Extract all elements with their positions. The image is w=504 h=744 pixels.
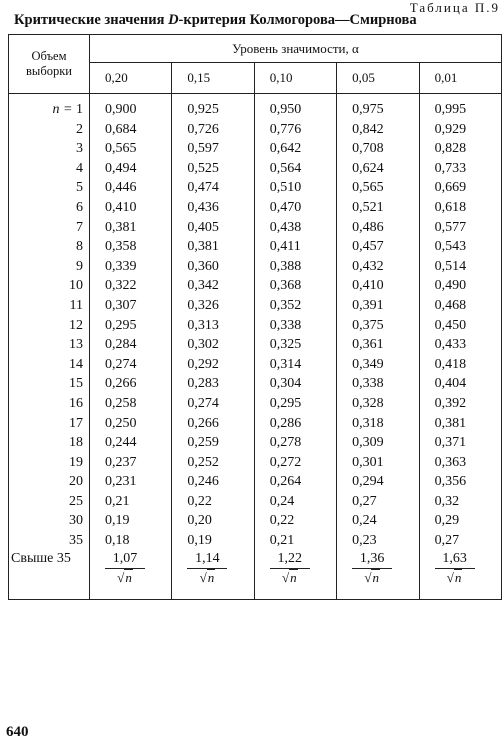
- sqrt-icon: √: [281, 569, 290, 585]
- sqrt-icon: √: [446, 569, 454, 585]
- table-row-over-35: [9, 551, 502, 600]
- asymptotic-value-cell: [254, 551, 336, 600]
- critical-value-cell: 0,24: [337, 511, 419, 531]
- critical-value-cell: 0,450: [419, 316, 501, 336]
- critical-value-cell: 0,274: [172, 394, 254, 414]
- critical-value-cell: 0,246: [172, 472, 254, 492]
- alpha-header: 0,20: [90, 63, 172, 94]
- critical-value-cell: 0,363: [419, 453, 501, 473]
- critical-value-cell: 0,318: [337, 414, 419, 434]
- critical-value-cell: 0,314: [254, 355, 336, 375]
- sample-size-value: 12: [69, 317, 83, 333]
- sample-size-value: 6: [76, 199, 83, 215]
- asymptotic-value-cell: [337, 551, 419, 600]
- critical-value-cell: 0,27: [419, 531, 501, 551]
- critical-value-cell: 0,18: [90, 531, 172, 551]
- critical-value-cell: 0,494: [90, 159, 172, 179]
- sample-size-value: 5: [76, 180, 83, 196]
- critical-value-cell: 0,304: [254, 374, 336, 394]
- page-number: 640: [6, 724, 29, 740]
- sample-size-cell: [9, 355, 90, 375]
- sample-size-value: 25: [69, 493, 83, 509]
- table-row: [9, 394, 502, 414]
- critical-value-cell: 0,21: [254, 531, 336, 551]
- critical-value-cell: 0,313: [172, 316, 254, 336]
- sample-size-cell: [9, 139, 90, 159]
- fraction-numerator: 1,36: [352, 551, 392, 569]
- critical-value-cell: 0,577: [419, 218, 501, 238]
- critical-value-cell: 0,486: [337, 218, 419, 238]
- critical-value-cell: 0,23: [337, 531, 419, 551]
- sample-size-value: 3: [76, 141, 83, 157]
- sample-size-value: 7: [76, 219, 83, 235]
- critical-value-cell: 0,231: [90, 472, 172, 492]
- fraction: [270, 551, 310, 586]
- table-row: [9, 296, 502, 316]
- critical-value-cell: 0,525: [172, 159, 254, 179]
- critical-value-cell: 0,295: [90, 316, 172, 336]
- critical-value-cell: 0,20: [172, 511, 254, 531]
- critical-value-cell: 0,237: [90, 453, 172, 473]
- caption-text-before: Критические значения: [14, 12, 169, 28]
- critical-value-cell: 0,302: [172, 335, 254, 355]
- table-row: [9, 159, 502, 179]
- table-row: [9, 178, 502, 198]
- sqrt-argument: n: [372, 569, 379, 585]
- critical-value-cell: 0,410: [337, 276, 419, 296]
- critical-value-cell: 0,726: [172, 120, 254, 140]
- sample-size-value: 35: [69, 533, 83, 549]
- critical-value-cell: 0,433: [419, 335, 501, 355]
- critical-value-cell: 0,975: [337, 94, 419, 120]
- sample-size-cell: [9, 94, 90, 120]
- critical-value-cell: 0,24: [254, 492, 336, 512]
- critical-value-cell: 0,391: [337, 296, 419, 316]
- critical-value-cell: 0,438: [254, 218, 336, 238]
- critical-value-cell: 0,266: [90, 374, 172, 394]
- sample-size-cell: [9, 531, 90, 551]
- sample-size-cell: [9, 335, 90, 355]
- critical-value-cell: 0,446: [90, 178, 172, 198]
- table-row: [9, 237, 502, 257]
- critical-value-cell: 0,283: [172, 374, 254, 394]
- critical-value-cell: 0,274: [90, 355, 172, 375]
- table-row: [9, 355, 502, 375]
- critical-value-cell: 0,292: [172, 355, 254, 375]
- critical-value-cell: 0,339: [90, 257, 172, 277]
- sample-size-value: 10: [69, 278, 83, 294]
- sample-size-header: [9, 35, 90, 94]
- critical-value-cell: 0,405: [172, 218, 254, 238]
- critical-value-cell: 0,521: [337, 198, 419, 218]
- asymptotic-value-cell: [90, 551, 172, 600]
- n-prefix: n =: [52, 102, 76, 117]
- sample-size-value: 1: [76, 102, 83, 117]
- table-caption: [14, 12, 417, 29]
- critical-value-cell: 0,708: [337, 139, 419, 159]
- critical-value-cell: 0,490: [419, 276, 501, 296]
- sqrt-argument: n: [207, 569, 215, 585]
- sample-size-cell: [9, 453, 90, 473]
- critical-value-cell: 0,381: [419, 414, 501, 434]
- fraction-denominator: [105, 569, 145, 586]
- sample-size-cell: [9, 237, 90, 257]
- sample-size-value: 14: [69, 356, 83, 372]
- table-row: [9, 374, 502, 394]
- critical-value-cell: 0,360: [172, 257, 254, 277]
- alpha-header: 0,01: [419, 63, 501, 94]
- fraction-denominator: [435, 569, 475, 586]
- critical-value-cell: 0,470: [254, 198, 336, 218]
- sample-size-value: 4: [76, 160, 83, 176]
- fraction: [187, 551, 227, 586]
- caption-text-after: -критерия Колмогорова—Смирнова: [178, 12, 417, 28]
- table-row: [9, 218, 502, 238]
- critical-value-cell: 0,352: [254, 296, 336, 316]
- sample-size-cell: [9, 492, 90, 512]
- critical-value-cell: 0,19: [90, 511, 172, 531]
- sqrt-icon: √: [199, 569, 207, 585]
- fraction: [105, 551, 145, 586]
- table-row: [9, 531, 502, 551]
- table-row: [9, 472, 502, 492]
- critical-value-cell: 0,361: [337, 335, 419, 355]
- critical-value-cell: 0,322: [90, 276, 172, 296]
- fraction: [435, 551, 475, 586]
- critical-value-cell: 0,27: [337, 492, 419, 512]
- sample-size-value: 18: [69, 435, 83, 451]
- table-row: [9, 120, 502, 140]
- over-35-label: Свыше 35: [9, 551, 90, 600]
- significance-level-header: Уровень значимости, α: [90, 35, 502, 63]
- critical-value-cell: 0,258: [90, 394, 172, 414]
- table-number-label: Таблица П.9: [409, 0, 500, 15]
- critical-value-cell: 0,19: [172, 531, 254, 551]
- table-row: [9, 316, 502, 336]
- sqrt-argument: n: [454, 569, 462, 585]
- critical-value-cell: 0,284: [90, 335, 172, 355]
- critical-value-cell: 0,278: [254, 433, 336, 453]
- critical-value-cell: 0,842: [337, 120, 419, 140]
- critical-value-cell: 0,565: [90, 139, 172, 159]
- critical-value-cell: 0,597: [172, 139, 254, 159]
- critical-value-cell: 0,326: [172, 296, 254, 316]
- critical-value-cell: 0,338: [337, 374, 419, 394]
- table-row: [9, 139, 502, 159]
- sample-size-cell: [9, 394, 90, 414]
- critical-value-cell: 0,252: [172, 453, 254, 473]
- sample-size-cell: [9, 414, 90, 434]
- critical-value-cell: 0,381: [90, 218, 172, 238]
- critical-value-cell: 0,388: [254, 257, 336, 277]
- critical-value-cell: 0,418: [419, 355, 501, 375]
- critical-value-cell: 0,436: [172, 198, 254, 218]
- critical-value-cell: 0,900: [90, 94, 172, 120]
- sample-size-cell: [9, 120, 90, 140]
- table-row: [9, 276, 502, 296]
- sample-size-value: 11: [69, 297, 83, 313]
- sample-size-cell: [9, 472, 90, 492]
- critical-value-cell: 0,457: [337, 237, 419, 257]
- table-row: [9, 335, 502, 355]
- critical-value-cell: 0,684: [90, 120, 172, 140]
- critical-value-cell: 0,325: [254, 335, 336, 355]
- fraction: [352, 551, 392, 586]
- sqrt-argument: n: [290, 569, 297, 585]
- critical-value-cell: 0,510: [254, 178, 336, 198]
- critical-value-cell: 0,565: [337, 178, 419, 198]
- table-row: [9, 257, 502, 277]
- critical-value-cell: 0,29: [419, 511, 501, 531]
- critical-value-cell: 0,432: [337, 257, 419, 277]
- critical-value-cell: 0,925: [172, 94, 254, 120]
- critical-value-cell: 0,995: [419, 94, 501, 120]
- alpha-header: 0,05: [337, 63, 419, 94]
- sample-size-header-line2: выборки: [26, 64, 72, 78]
- critical-value-cell: 0,250: [90, 414, 172, 434]
- critical-value-cell: 0,244: [90, 433, 172, 453]
- table-row: [9, 94, 502, 120]
- critical-value-cell: 0,264: [254, 472, 336, 492]
- critical-value-cell: 0,828: [419, 139, 501, 159]
- fraction-denominator: [270, 569, 310, 586]
- critical-value-cell: 0,776: [254, 120, 336, 140]
- critical-value-cell: 0,468: [419, 296, 501, 316]
- critical-value-cell: 0,618: [419, 198, 501, 218]
- critical-value-cell: 0,22: [172, 492, 254, 512]
- sample-size-value: 17: [69, 415, 83, 431]
- sample-size-cell: [9, 178, 90, 198]
- table-row: [9, 414, 502, 434]
- critical-value-cell: 0,21: [90, 492, 172, 512]
- sample-size-value: 13: [69, 337, 83, 353]
- fraction-denominator: [352, 569, 392, 586]
- asymptotic-value-cell: [172, 551, 254, 600]
- critical-value-cell: 0,410: [90, 198, 172, 218]
- critical-value-cell: 0,564: [254, 159, 336, 179]
- table-row: [9, 511, 502, 531]
- sample-size-cell: [9, 218, 90, 238]
- sample-size-value: 30: [69, 513, 83, 529]
- sample-size-value: 16: [69, 395, 83, 411]
- sample-size-cell: [9, 316, 90, 336]
- critical-value-cell: 0,328: [337, 394, 419, 414]
- critical-value-cell: 0,375: [337, 316, 419, 336]
- critical-value-cell: 0,358: [90, 237, 172, 257]
- critical-value-cell: 0,404: [419, 374, 501, 394]
- sqrt-icon: √: [364, 569, 372, 585]
- critical-value-cell: 0,733: [419, 159, 501, 179]
- sample-size-value: 20: [69, 474, 83, 490]
- critical-value-cell: 0,474: [172, 178, 254, 198]
- critical-value-cell: 0,286: [254, 414, 336, 434]
- critical-value-cell: 0,624: [337, 159, 419, 179]
- sqrt-argument: n: [125, 569, 132, 585]
- sample-size-cell: [9, 159, 90, 179]
- sample-size-value: 15: [69, 376, 83, 392]
- critical-value-cell: 0,342: [172, 276, 254, 296]
- critical-value-cell: 0,514: [419, 257, 501, 277]
- asymptotic-value-cell: [419, 551, 501, 600]
- sample-size-cell: [9, 296, 90, 316]
- critical-value-cell: 0,338: [254, 316, 336, 336]
- critical-value-cell: 0,32: [419, 492, 501, 512]
- critical-value-cell: 0,642: [254, 139, 336, 159]
- critical-value-cell: 0,392: [419, 394, 501, 414]
- critical-value-cell: 0,22: [254, 511, 336, 531]
- sample-size-cell: [9, 511, 90, 531]
- fraction-denominator: [187, 569, 227, 586]
- table-row: [9, 198, 502, 218]
- sample-size-cell: [9, 374, 90, 394]
- caption-variable: D: [168, 12, 179, 28]
- table-row: [9, 453, 502, 473]
- table-row: [9, 492, 502, 512]
- sample-size-cell: [9, 276, 90, 296]
- critical-value-cell: 0,272: [254, 453, 336, 473]
- sample-size-value: 2: [76, 121, 83, 137]
- critical-value-cell: 0,411: [254, 237, 336, 257]
- sample-size-value: 19: [69, 454, 83, 470]
- critical-value-cell: 0,301: [337, 453, 419, 473]
- alpha-header: 0,15: [172, 63, 254, 94]
- sample-size-cell: [9, 433, 90, 453]
- critical-value-cell: 0,349: [337, 355, 419, 375]
- sqrt-icon: √: [117, 569, 125, 585]
- sample-size-cell: [9, 198, 90, 218]
- critical-value-cell: 0,929: [419, 120, 501, 140]
- table-body: [9, 94, 502, 600]
- critical-value-cell: 0,307: [90, 296, 172, 316]
- critical-value-cell: 0,543: [419, 237, 501, 257]
- fraction-numerator: 1,14: [187, 551, 227, 569]
- critical-value-cell: 0,294: [337, 472, 419, 492]
- critical-value-cell: 0,356: [419, 472, 501, 492]
- table-row: [9, 433, 502, 453]
- critical-value-cell: 0,309: [337, 433, 419, 453]
- sample-size-header-line1: Объем: [31, 49, 67, 63]
- alpha-header: 0,10: [254, 63, 336, 94]
- sample-size-value: 8: [76, 239, 83, 255]
- critical-value-cell: 0,381: [172, 237, 254, 257]
- critical-value-cell: 0,295: [254, 394, 336, 414]
- critical-value-cell: 0,950: [254, 94, 336, 120]
- critical-value-cell: 0,371: [419, 433, 501, 453]
- fraction-numerator: 1,07: [105, 551, 145, 569]
- sample-size-value: 9: [76, 258, 83, 274]
- critical-value-cell: 0,669: [419, 178, 501, 198]
- critical-values-table: [8, 34, 502, 600]
- critical-value-cell: 0,266: [172, 414, 254, 434]
- fraction-numerator: 1,63: [435, 551, 475, 569]
- critical-value-cell: 0,368: [254, 276, 336, 296]
- fraction-numerator: 1,22: [270, 551, 310, 569]
- critical-value-cell: 0,259: [172, 433, 254, 453]
- sample-size-cell: [9, 257, 90, 277]
